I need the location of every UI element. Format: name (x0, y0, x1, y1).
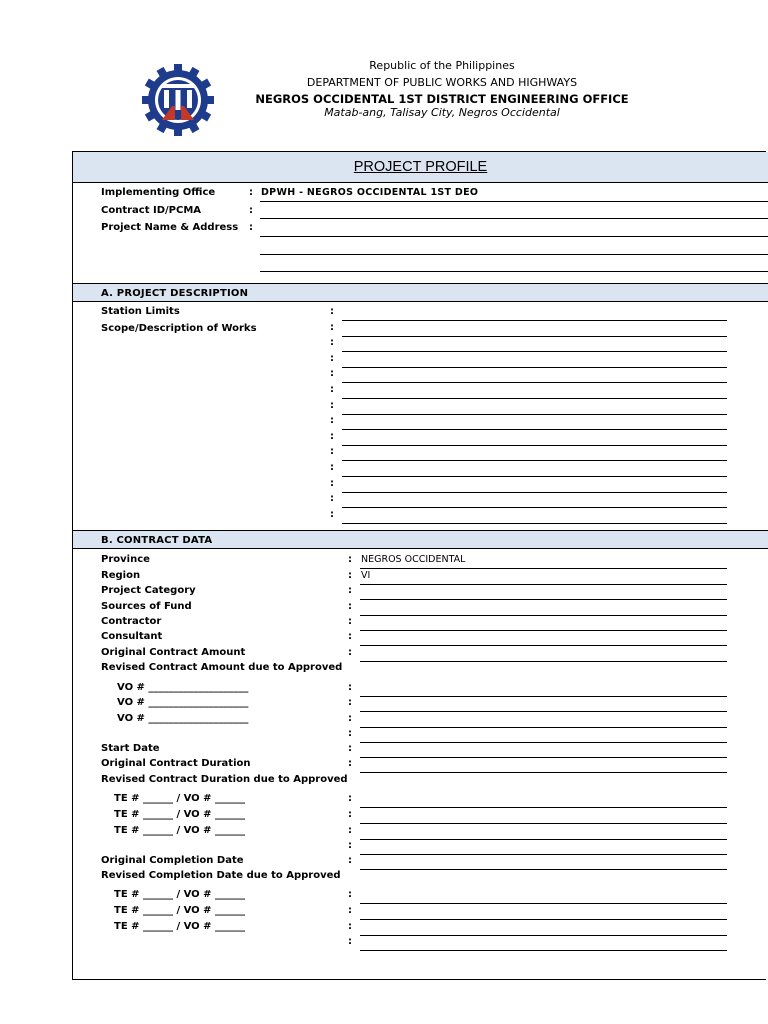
revised-completion-label: Revised Completion Date due to Approved (101, 870, 341, 881)
contract-data-field[interactable] (360, 599, 727, 600)
original-amount-label: Original Contract Amount (101, 647, 246, 658)
colon: : (330, 384, 334, 395)
section-b-heading: B. CONTRACT DATA (101, 535, 213, 546)
description-field[interactable] (342, 398, 727, 399)
contract-id-label: Contract ID/PCMA (101, 205, 202, 216)
colon: : (348, 889, 352, 900)
original-duration-label: Original Contract Duration (101, 758, 251, 769)
contract-data-field[interactable] (360, 615, 727, 616)
original-completion-label: Original Completion Date (101, 855, 244, 866)
scope-label: Scope/Description of Works (101, 323, 257, 334)
contract-data-field[interactable] (360, 584, 727, 585)
contract-data-field[interactable] (360, 568, 727, 569)
revised-duration-label: Revised Contract Duration due to Approved (101, 774, 348, 785)
colon: : (330, 306, 334, 317)
vo-line: VO # ____________________ (117, 697, 249, 708)
colon: : (348, 758, 352, 769)
sources-of-fund-label: Sources of Fund (101, 601, 192, 612)
colon: : (348, 713, 352, 724)
province-value: NEGROS OCCIDENTAL (361, 554, 466, 565)
contractor-label: Contractor (101, 616, 162, 627)
implementing-office-field[interactable] (260, 201, 768, 202)
contract-data-field[interactable] (360, 903, 727, 904)
project-category-label: Project Category (101, 585, 196, 596)
section-a-heading: A. PROJECT DESCRIPTION (101, 288, 249, 299)
project-name-label: Project Name & Address (101, 222, 239, 233)
colon: : (330, 352, 334, 364)
colon: : (330, 462, 334, 473)
colon: : (348, 743, 352, 754)
contract-data-field[interactable] (360, 935, 727, 936)
description-field[interactable] (342, 429, 727, 430)
contract-data-field[interactable] (360, 807, 727, 808)
header-republic: Republic of the Philippines (369, 59, 515, 72)
contract-data-field[interactable] (360, 823, 727, 824)
colon: : (348, 809, 352, 820)
colon: : (249, 205, 253, 216)
colon: : (348, 554, 352, 565)
colon: : (348, 855, 352, 866)
colon: : (348, 921, 352, 932)
colon: : (249, 222, 253, 233)
header-office: NEGROS OCCIDENTAL 1ST DISTRICT ENGINEERING OFFICE (255, 92, 629, 106)
colon: : (348, 840, 352, 851)
description-field[interactable] (342, 367, 727, 368)
colon: : (330, 399, 334, 411)
colon: : (348, 616, 352, 627)
contract-data-field[interactable] (360, 742, 727, 743)
colon: : (330, 337, 334, 349)
region-value: VI (361, 570, 371, 581)
contract-data-field[interactable] (360, 661, 727, 662)
colon: : (330, 368, 334, 380)
contract-data-field[interactable] (360, 727, 727, 728)
description-field[interactable] (342, 414, 727, 415)
contract-data-field[interactable] (360, 854, 727, 855)
te-vo-line: TE # ______ / VO # ______ (114, 921, 246, 932)
colon: : (330, 446, 334, 458)
description-field[interactable] (342, 320, 727, 321)
colon: : (348, 647, 352, 658)
description-field[interactable] (342, 460, 727, 461)
revised-amount-label: Revised Contract Amount due to Approved (101, 662, 343, 673)
colon: : (348, 601, 352, 612)
dpwh-seal-icon (140, 62, 216, 138)
description-field[interactable] (342, 492, 727, 493)
colon: : (348, 936, 352, 947)
colon: : (330, 430, 334, 442)
colon: : (348, 682, 352, 693)
colon: : (348, 905, 352, 916)
project-name-field-2[interactable] (260, 254, 768, 255)
implementing-office-value: DPWH - NEGROS OCCIDENTAL 1ST DEO (261, 187, 479, 198)
colon: : (348, 631, 352, 642)
colon: : (249, 187, 253, 198)
consultant-label: Consultant (101, 631, 163, 642)
contract-data-field[interactable] (360, 696, 727, 697)
colon: : (348, 728, 352, 739)
colon: : (330, 415, 334, 427)
colon: : (348, 793, 352, 804)
te-vo-line: TE # ______ / VO # ______ (114, 889, 246, 900)
station-limits-label: Station Limits (101, 306, 180, 317)
colon: : (348, 585, 352, 596)
vo-line: VO # ____________________ (117, 682, 249, 693)
project-name-field-3[interactable] (260, 271, 768, 272)
description-field[interactable] (342, 507, 727, 508)
te-vo-line: TE # ______ / VO # ______ (114, 809, 246, 820)
start-date-label: Start Date (101, 743, 160, 754)
section-a-band (73, 283, 768, 302)
form-title: PROJECT PROFILE (353, 159, 488, 175)
description-field[interactable] (342, 382, 727, 383)
colon: : (330, 321, 334, 333)
colon: : (330, 477, 334, 489)
header-department: DEPARTMENT OF PUBLIC WORKS AND HIGHWAYS (306, 76, 578, 89)
contract-data-field[interactable] (360, 711, 727, 712)
description-field[interactable] (342, 523, 727, 524)
colon: : (330, 493, 334, 505)
colon: : (330, 508, 334, 520)
contract-data-field[interactable] (360, 839, 727, 840)
colon: : (348, 697, 352, 708)
description-field[interactable] (342, 336, 727, 337)
contract-data-field[interactable] (360, 869, 727, 870)
description-field[interactable] (342, 476, 727, 477)
contract-id-field[interactable] (260, 218, 768, 219)
contract-data-field[interactable] (360, 772, 727, 773)
te-vo-line: TE # ______ / VO # ______ (114, 905, 246, 916)
implementing-office-label: Implementing Office (101, 187, 216, 198)
section-b-band (73, 530, 768, 549)
colon: : (348, 825, 352, 836)
region-label: Region (101, 570, 141, 581)
te-vo-line: TE # ______ / VO # ______ (114, 825, 246, 836)
description-field[interactable] (342, 351, 727, 352)
te-vo-line: TE # ______ / VO # ______ (114, 793, 246, 804)
form-title-band (73, 152, 768, 183)
contract-data-field[interactable] (360, 645, 727, 646)
province-label: Province (101, 554, 150, 565)
contract-data-field[interactable] (360, 757, 727, 758)
colon: : (348, 570, 352, 581)
contract-data-field[interactable] (360, 950, 727, 951)
vo-line: VO # ____________________ (117, 713, 249, 724)
project-name-field[interactable] (260, 236, 768, 237)
contract-data-field[interactable] (360, 630, 727, 631)
contract-data-field[interactable] (360, 919, 727, 920)
description-field[interactable] (342, 445, 727, 446)
header-address: Matab-ang, Talisay City, Negros Occidental (324, 106, 560, 119)
